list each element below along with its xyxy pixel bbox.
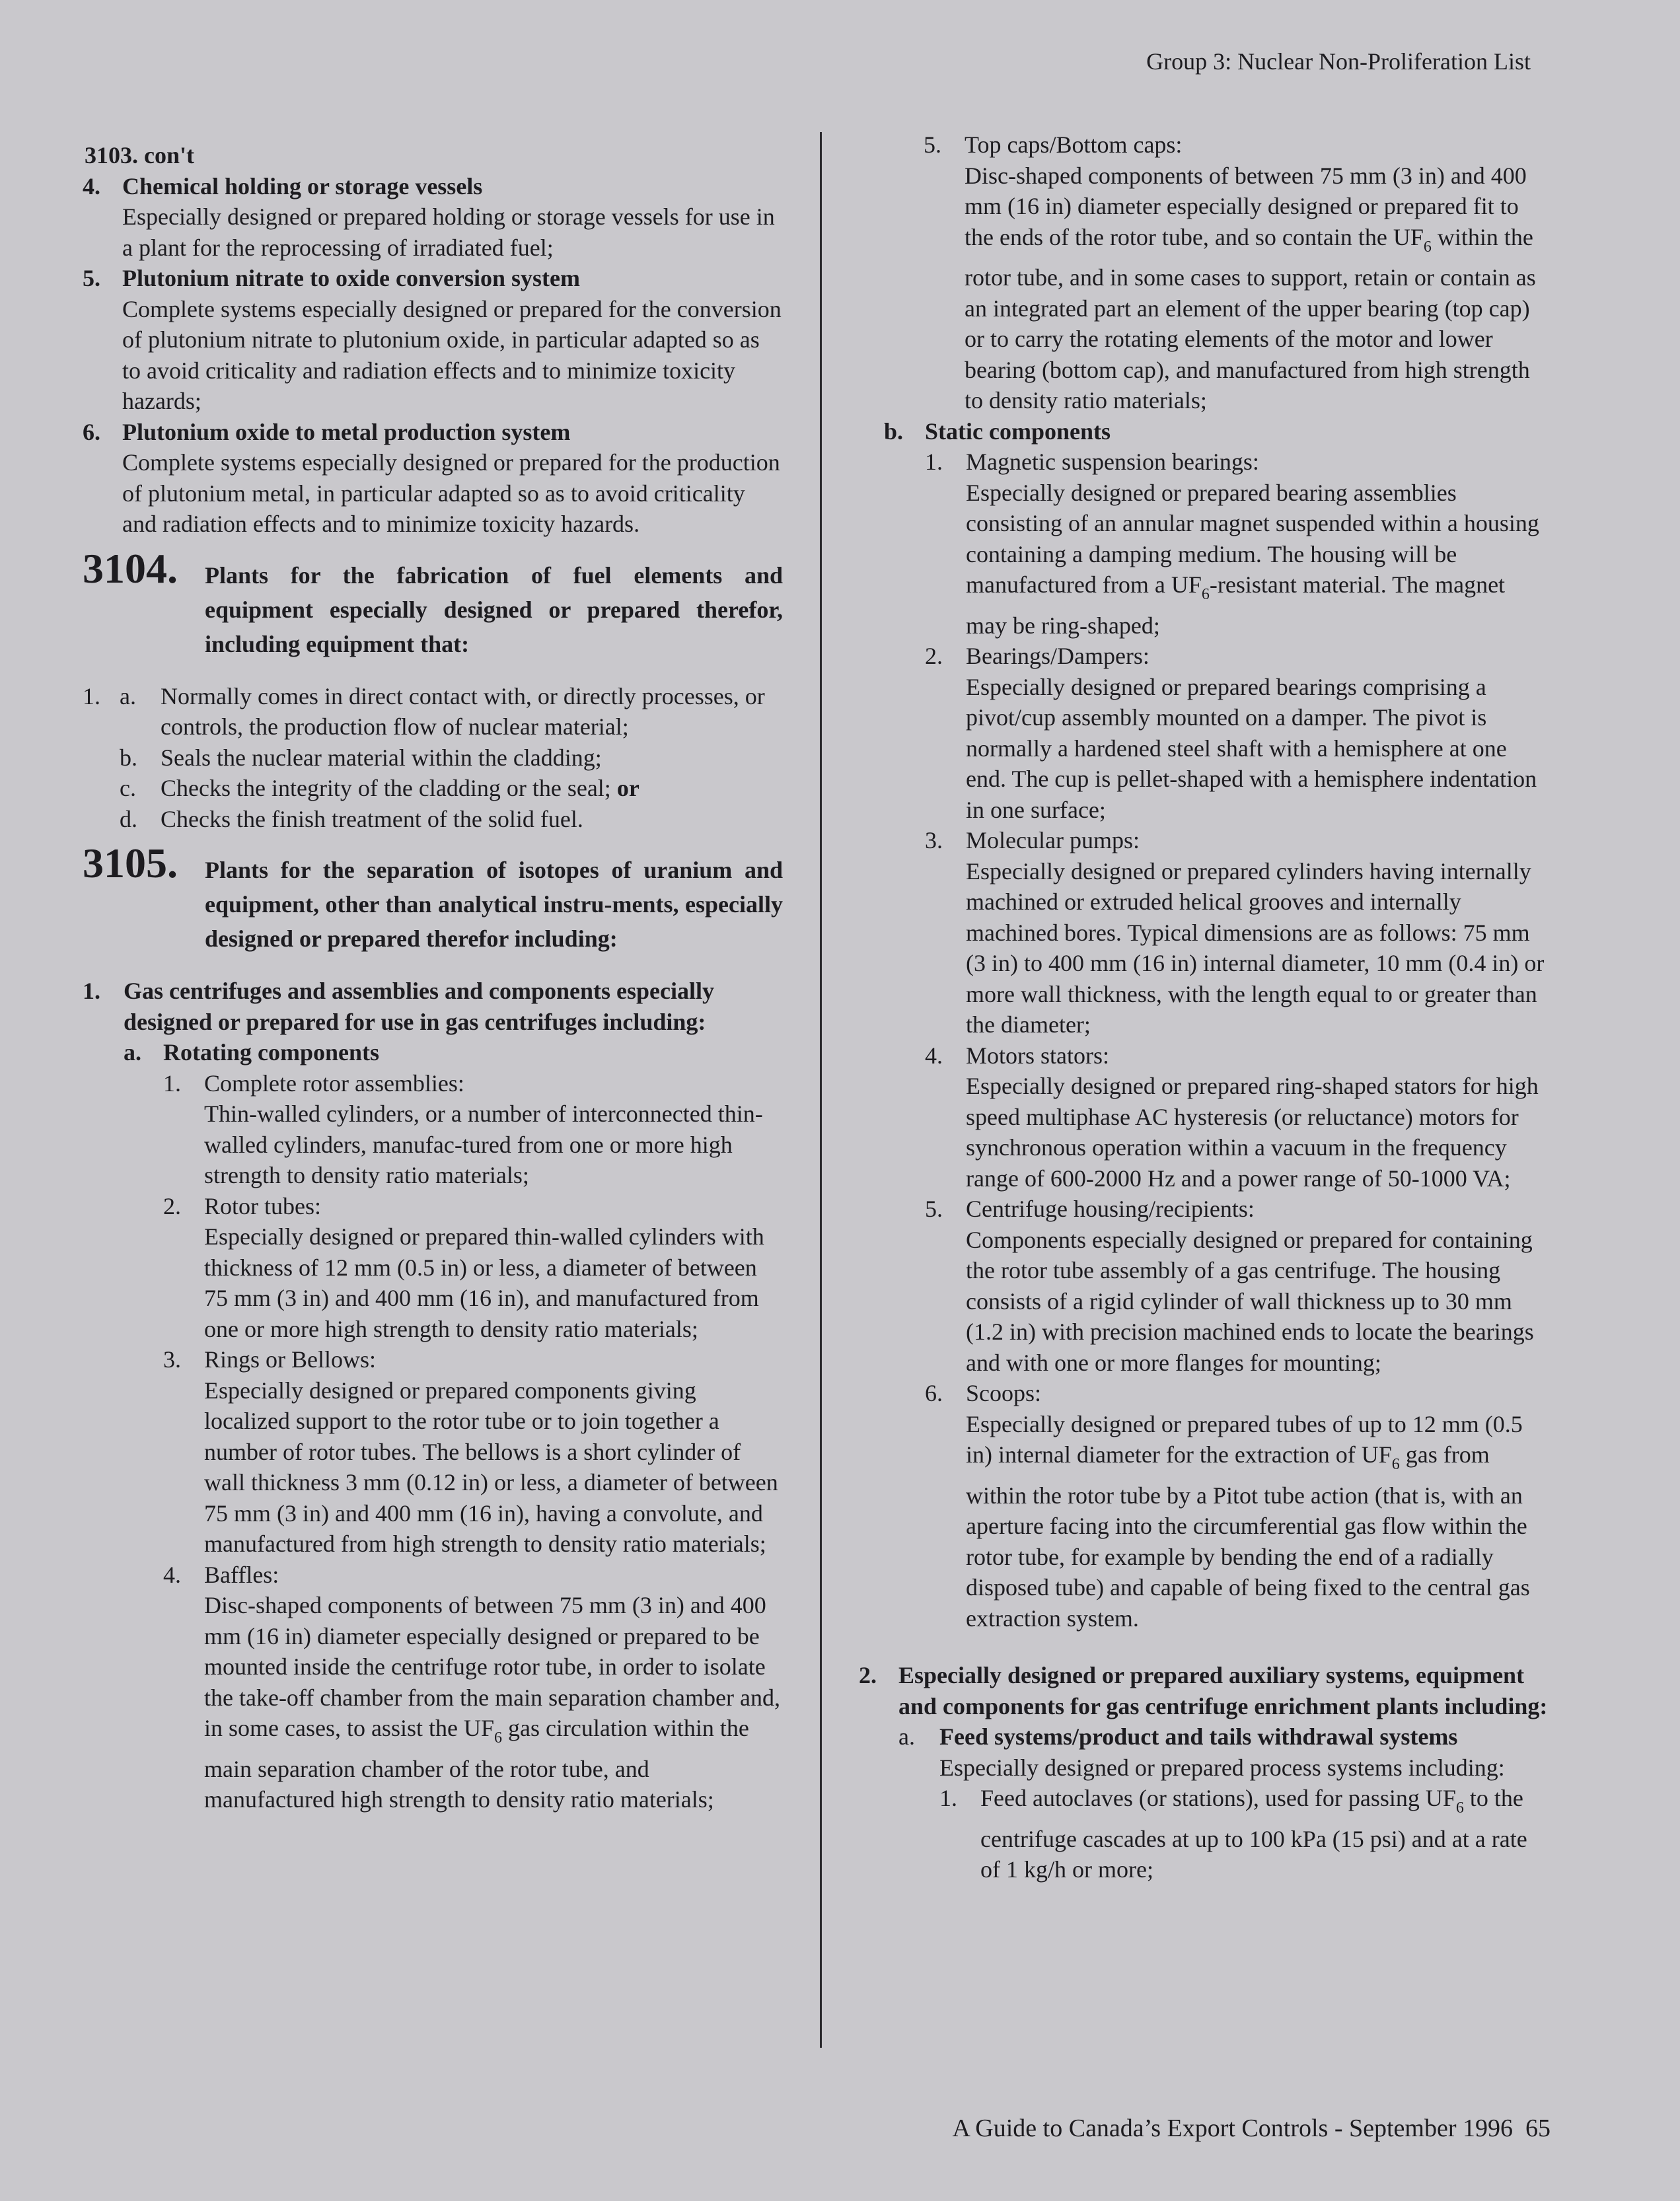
- section-title: Plants for the separation of isotopes of uranium and equipment, other than analytical instru-ments, especially designed or prepared therefor including:: [205, 857, 783, 952]
- section-3105-heading: [83, 840, 783, 956]
- rotating-components: a. Rotating components 1. Complete rotor assemblies: Thin-walled cylinders, or a number of interconnected thin-walled cylinders, manufac-tured from one or more high strength to density ratio materials; 2. Rotor tubes: Especially designed or prepared thin-walled cylinders with thickness of 12 mm (0.5 in) or less, a diameter of between 75 mm (3 in) and 400 mm (16 in), and manufactured from one or more high strength to density ratio materials; 3. Rings or Bellows: Especially designed or prepared components giving localized support to the rotor tube or to join together a number of rotor tubes. The bellows is a short cylinder of wall thickness 3 mm (0.12 in) or less, a diameter of between 75 mm (3 in) and 400 mm (16 in), having a convolute, and manufactured from high strength to density ratio materials; 4. Baffles: Disc-shaped components of between 75 mm (3 in) and 400 mm (16 in) diameter especially designed or prepared to be mounted inside the centrifuge rotor tube, in order to isolate the take-off chamber from the main separation chamber and, in some cases, to assist the UF6 gas circulation within the main separation chamber of the rotor tube, and manufactured high strength to density ratio materials;: [124, 1037, 783, 1815]
- static-item: 4. Motors stators: Especially designed or prepared ring-shaped stators for high speed multiphase AC hysteresis (or reluctance) motors for synchronous operation within a vacuum in the frequency range of 600-2000 Hz and a power range of 50-1000 VA;: [925, 1042, 1539, 1192]
- static-item: 2. Bearings/Dampers: Especially designed or prepared bearings comprising a pivot/cup assembly mounted on a damper. The pivot is normally a hardened steel shaft with a hemisphere at one end. The cup is pellet-shaped with a hemisphere indentation in one surface;: [925, 643, 1537, 823]
- item-auxiliary-systems: 2. Especially designed or prepared auxiliary systems, equipment and components for gas centrifuge enrichment plants including: a. Feed systems/product and tails withdrawal systems Especially designed or prepared process systems including: 1. Feed autoclaves (or stations), used for passing UF6 to the centrifuge cascades at up to 100 kPa (15 psi) and at a rate of 1 kg/h or more;: [859, 1660, 1549, 1885]
- feed-systems: a. Feed systems/product and tails withdrawal systems Especially designed or prepared process systems including: 1. Feed autoclaves (or stations), used for passing UF6 to the centrifuge cascades at up to 100 kPa (15 psi) and at a rate of 1 kg/h or more;: [898, 1721, 1549, 1885]
- static-components: b. Static components 1. Magnetic suspension bearings: Especially designed or prepared bearing assemblies consisting of an annular magnet suspended within a housing containing a damping medium. The housing will be manufactured from a UF6-resistant material. The magnet may be ring-shaped; 2. Bearings/Dampers: Especially designed or prepared bearings comprising a pivot/cup assembly mounted on a damper. The pivot is normally a hardened steel shaft with a hemisphere at one end. The cup is pellet-shaped with a hemisphere indentation in one surface; 3. Molecular pumps: Especially designed or prepared cylinders having internally machined or extruded helical grooves and internally machined bores. Typical dimensions are as follows: 75 mm (3 in) to 400 mm (16 in) internal diameter, 10 mm (0.4 in) or more wall thickness, with the length equal to or greater than the diameter; 4. Motors stators: Especially designed or prepared ring-shaped stators for high speed multiphase AC hysteresis (or reluctance) motors for synchronous operation within a vacuum in the frequency range of 600-2000 Hz and a power range of 50-1000 VA; 5. Centrifuge housing/recipients: Components especially designed or prepared for containing the rotor tube assembly of a gas centrifuge. The housing consists of a rigid cylinder of wall thickness up to 30 mm (1.2 in) with precision machined ends to locate the bearings and with one or more flanges for mounting; 6. Scoops: Especially designed or prepared tubes of up to 12 mm (0.5 in) internal diameter for the extraction of UF6 gas from within the rotor tube by a Pitot tube action (that is, with an aperture facing into the circumferential gas flow within the rotor tube, for example by bending the end of a radially disposed tube) and capable of being fixed to the central gas extraction system.: [859, 416, 1549, 1634]
- rotor-item: 1. Complete rotor assemblies: Thin-walled cylinders, or a number of interconnected thin-walled cylinders, manufac-tured from one or more high strength to density ratio materials;: [163, 1069, 763, 1188]
- static-item: 3. Molecular pumps: Especially designed or prepared cylinders having internally machined or extruded helical grooves and internally machined bores. Typical dimensions are as follows: 75 mm (3 in) to 400 mm (16 in) internal diameter, 10 mm (0.4 in) or more wall thickness, with the length equal to or greater than the diameter;: [925, 827, 1545, 1038]
- item-title: Chemical holding or storage vessels: [122, 172, 483, 199]
- rotor-item: 3. Rings or Bellows: Especially designed or prepared components giving localized support to the rotor tube or to join together a number of rotor tubes. The bellows is a short cylinder of wall thickness 3 mm (0.12 in) or less, a diameter of between 75 mm (3 in) and 400 mm (16 in), having a convolute, and manufactured from high strength to density ratio materials;: [163, 1346, 778, 1557]
- item-text: Especially designed or prepared holding or storage vessels for use in a plant for the reprocessing of irradiated fuel;: [122, 203, 775, 261]
- page-number: 65: [1525, 2114, 1551, 2142]
- list-item: a. Normally comes in direct contact with, or directly processes, or controls, the production flow of nuclear material;: [120, 682, 765, 740]
- right-column: [859, 129, 1549, 1885]
- list-item: c. Checks the integrity of the cladding or the seal; or: [120, 775, 639, 801]
- item-number: 5.: [83, 265, 100, 291]
- item-5: [83, 263, 783, 417]
- item-4: [83, 171, 783, 264]
- item-gas-centrifuges: 1. Gas centrifuges and assemblies and components especially designed or prepared for use in gas centrifuges including: a. Rotating components 1. Complete rotor assemblies: Thin-walled cylinders, or a number of interconnected thin-walled cylinders, manufac-tured from one or more high strength to density ratio materials; 2. Rotor tubes: Especially designed or prepared thin-walled cylinders with thickness of 12 mm (0.5 in) or less, a diameter of between 75 mm (3 in) and 400 mm (16 in), and manufactured from one or more high strength to density ratio materials; 3. Rings or Bellows: Especially designed or prepared components giving localized support to the rotor tube or to join together a number of rotor tubes. The bellows is a short cylinder of wall thickness 3 mm (0.12 in) or less, a diameter of between 75 mm (3 in) and 400 mm (16 in), having a convolute, and manufactured from high strength to density ratio materials; 4. Baffles: Disc-shaped components of between 75 mm (3 in) and 400 mm (16 in) diameter especially designed or prepared to be mounted inside the centrifuge rotor tube, in order to isolate the take-off chamber from the main separation chamber and, in some cases, to assist the UF6 gas circulation within the main separation chamber of the rotor tube, and manufactured high strength to density ratio materials;: [83, 976, 783, 1815]
- rotor-item: 4. Baffles: Disc-shaped components of between 75 mm (3 in) and 400 mm (16 in) diameter especially designed or prepared to be mounted inside the centrifuge rotor tube, in order to isolate the take-off chamber from the main separation chamber and, in some cases, to assist the UF6 gas circulation within the main separation chamber of the rotor tube, and manufactured high strength to density ratio materials;: [163, 1561, 780, 1813]
- item-text: Complete systems especially designed or prepared for the conversion of plutonium nitrate to plutonium oxide, in particular adapted so as to avoid criticality and radiation effects and to minimize toxicity hazards;: [122, 295, 782, 414]
- left-column: [83, 140, 783, 1815]
- static-item: 6. Scoops: Especially designed or prepared tubes of up to 12 mm (0.5 in) internal diameter for the extraction of UF6 gas from within the rotor tube by a Pitot tube action (that is, with an aperture facing into the circumferential gas flow within the rotor tube, for example by bending the end of a radially disposed tube) and capable of being fixed to the central gas extraction system.: [925, 1380, 1530, 1632]
- footer-text: A Guide to Canada’s Export Controls - September 1996: [952, 2114, 1513, 2142]
- feed-item: 1. Feed autoclaves (or stations), used for passing UF6 to the centrifuge cascades at up to 100 kPa (15 psi) and at a rate of 1 kg/h or more;: [939, 1785, 1527, 1883]
- item-number: 6.: [83, 418, 100, 445]
- page-footer: [952, 2114, 1551, 2143]
- section-3104-list: [83, 681, 783, 835]
- section-3104-heading: [83, 544, 783, 661]
- rotor-item: 2. Rotor tubes: Especially designed or prepared thin-walled cylinders with thickness of 12 mm (0.5 in) or less, a diameter of between 75 mm (3 in) and 400 mm (16 in), and manufactured from one or more high strength to density ratio materials;: [163, 1192, 764, 1342]
- rotor-item: 5. Top caps/Bottom caps: Disc-shaped components of between 75 mm (3 in) and 400 mm (16 in) diameter especially designed or prepared fit to the ends of the rotor tube, and so contain the UF6 within the rotor tube, and in some cases to support, retain or contain as an integrated part an element of the upper bearing (top cap) or to carry the rotating elements of the motor and lower bearing (bottom cap), and manufactured from high strength to density ratio materials;: [924, 131, 1536, 414]
- static-item: 5. Centrifuge housing/recipients: Components especially designed or prepared for containing the rotor tube assembly of a gas centrifuge. The housing consists of a rigid cylinder of wall thickness up to 30 mm (1.2 in) with precision machined ends to locate the bearings and with one or more flanges for mounting;: [925, 1196, 1534, 1376]
- section-title: Plants for the fabrication of fuel elements and equipment especially designed or prepared therefor, including equipment that:: [205, 561, 783, 657]
- column-divider: [820, 132, 822, 2048]
- list-item: b. Seals the nuclear material within the cladding;: [120, 744, 602, 771]
- list-number: 1.: [83, 682, 100, 709]
- static-item: 1. Magnetic suspension bearings: Especially designed or prepared bearing assemblies consisting of an annular magnet suspended within a housing containing a damping medium. The housing will be manufactured from a UF6-resistant material. The magnet may be ring-shaped;: [925, 449, 1539, 639]
- item-title: Plutonium nitrate to oxide conversion system: [122, 265, 580, 291]
- page-header: Group 3: Nuclear Non-Proliferation List: [1146, 48, 1531, 75]
- list-item: d. Checks the finish treatment of the solid fuel.: [120, 805, 583, 832]
- continued-heading: 3103. con't: [85, 142, 194, 168]
- item-6: [83, 417, 783, 540]
- item-title: Plutonium oxide to metal production system: [122, 418, 571, 445]
- section-number: 3105.: [83, 840, 178, 886]
- item-number: 4.: [83, 172, 100, 199]
- section-number: 3104.: [83, 544, 178, 592]
- item-text: Complete systems especially designed or prepared for the production of plutonium metal, in particular adapted so as to avoid criticality and radiation effects and to minimize toxicity hazards.: [122, 449, 780, 537]
- item-title: Gas centrifuges and assemblies and components especially designed or prepared for use in gas centrifuges including:: [124, 978, 715, 1035]
